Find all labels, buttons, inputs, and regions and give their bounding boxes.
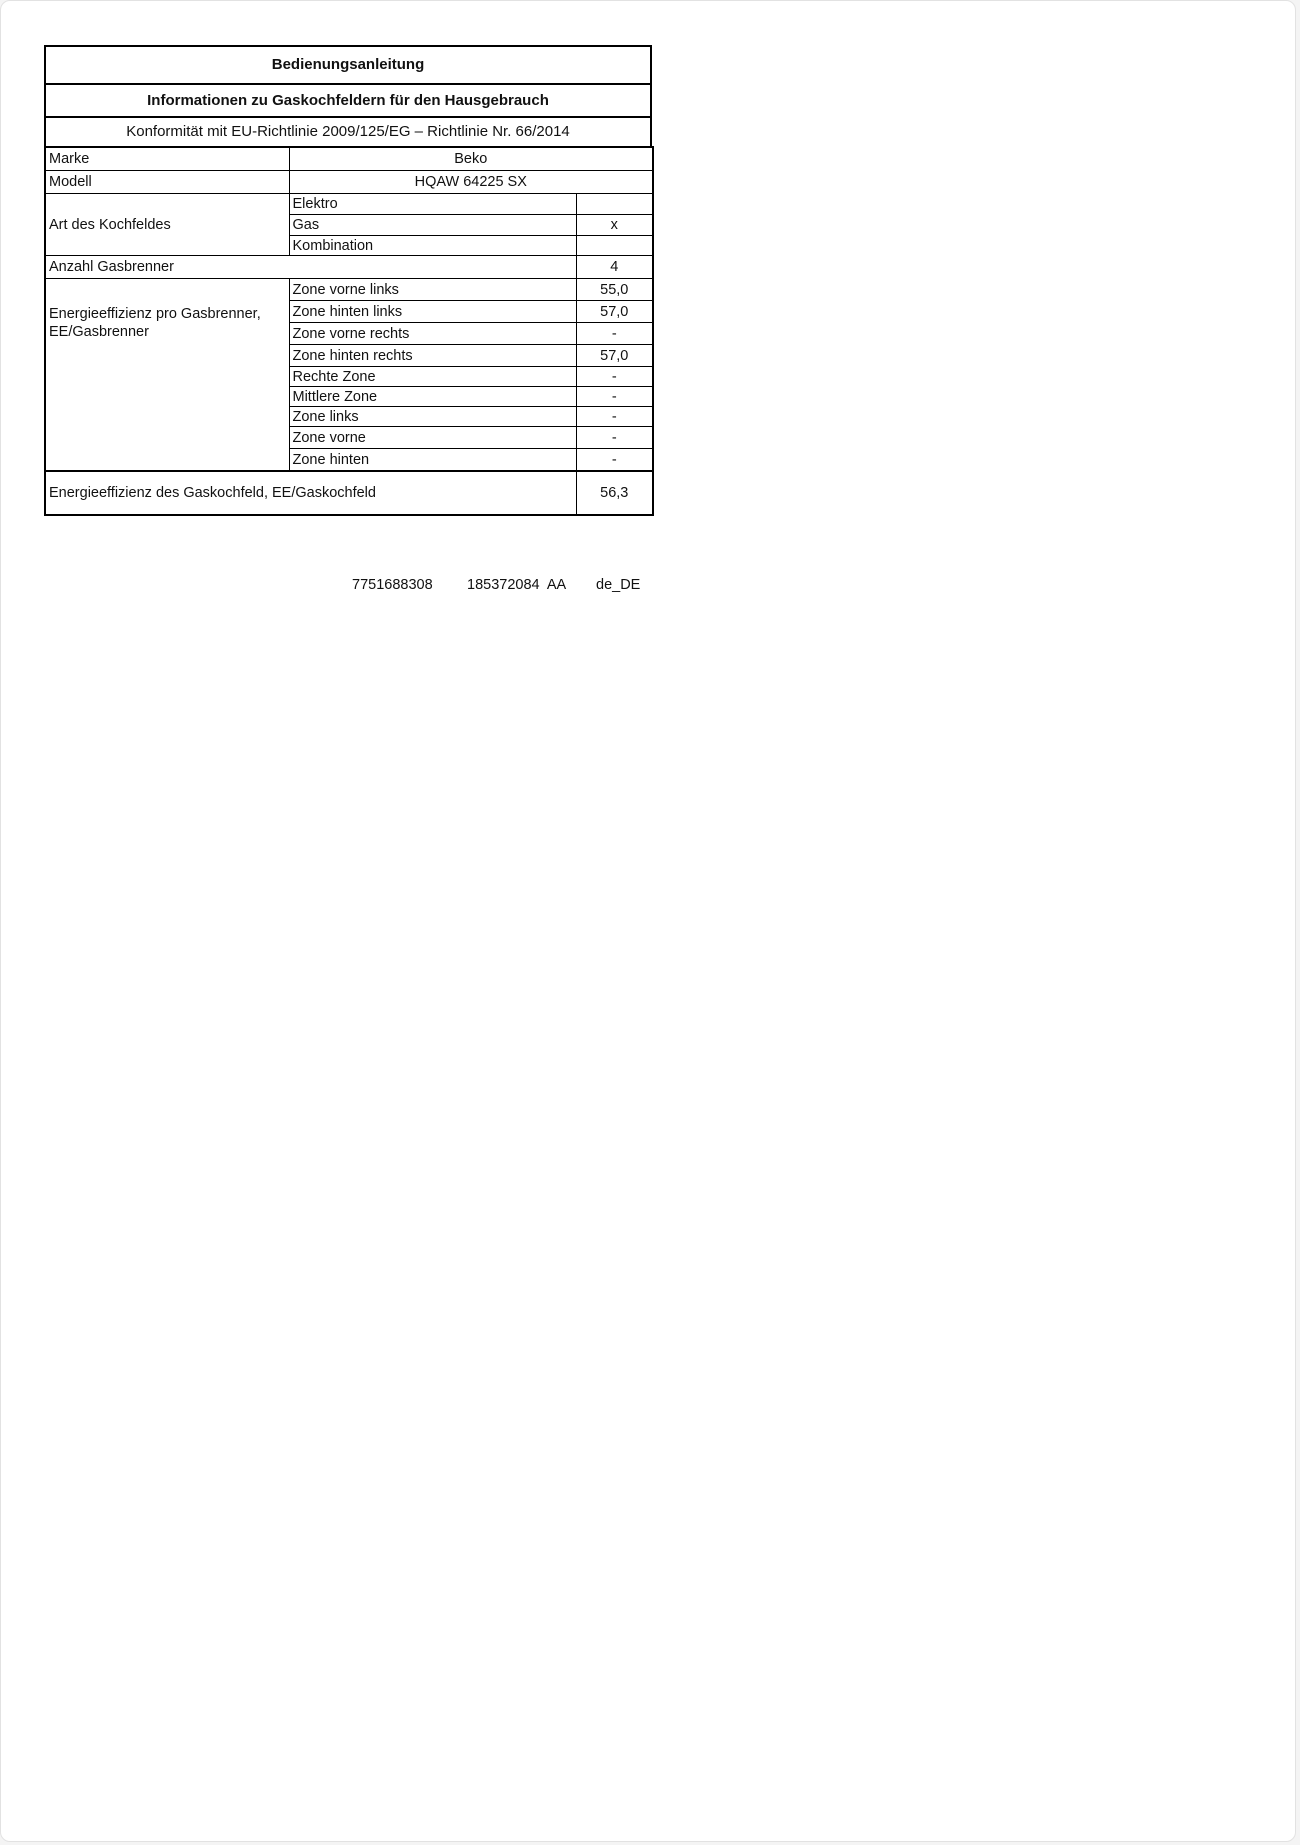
footer-locale: de_DE — [596, 577, 641, 593]
table-row-brand — [45, 147, 653, 171]
total-efficiency-value: 56,3 — [576, 471, 653, 515]
hob-type-option-mark — [576, 194, 653, 215]
zone-value: 57,0 — [576, 345, 653, 367]
zone-name: Zone vorne rechts — [289, 323, 576, 345]
zone-value: - — [576, 323, 653, 345]
zone-name: Zone hinten rechts — [289, 345, 576, 367]
zone-name: Zone vorne links — [289, 279, 576, 301]
total-efficiency-label: Energieeffizienz des Gaskochfeld, EE/Gaskochfeld — [45, 471, 576, 515]
table-row-total-efficiency — [45, 471, 653, 515]
table-row-model — [45, 171, 653, 194]
hob-type-option-mark — [576, 236, 653, 256]
zone-value: - — [576, 449, 653, 472]
burner-count-label: Anzahl Gasbrenner — [45, 256, 576, 279]
brand-label: Marke — [45, 147, 289, 171]
hob-type-option-mark: x — [576, 215, 653, 236]
zone-value: 57,0 — [576, 301, 653, 323]
zone-name: Zone vorne — [289, 427, 576, 449]
zone-name: Rechte Zone — [289, 367, 576, 387]
efficiency-per-burner-label-text: Energieeffizienz pro Gasbrenner, EE/Gasbrenner — [49, 305, 261, 340]
product-info-sheet — [44, 45, 652, 593]
footer-code-2: 185372084 AA — [467, 577, 567, 593]
zone-name: Zone hinten links — [289, 301, 576, 323]
conformity-note: Konformität mit EU-Richtlinie 2009/125/EG – Richtlinie Nr. 66/2014 — [44, 116, 652, 146]
model-label: Modell — [45, 171, 289, 194]
zone-value: 55,0 — [576, 279, 653, 301]
hob-type-option-name: Elektro — [289, 194, 576, 215]
table-row-hob-type — [45, 194, 653, 215]
table-row-burner-count — [45, 256, 653, 279]
zone-value: - — [576, 387, 653, 407]
zone-value: - — [576, 407, 653, 427]
document-subtitle: Informationen zu Gaskochfeldern für den Hausgebrauch — [44, 83, 652, 116]
footer-code-1: 7751688308 — [352, 577, 433, 593]
hob-type-option-name: Kombination — [289, 236, 576, 256]
efficiency-per-burner-label — [45, 279, 289, 472]
burner-count-value: 4 — [576, 256, 653, 279]
zone-value: - — [576, 367, 653, 387]
model-value: HQAW 64225 SX — [289, 171, 653, 194]
zone-name: Mittlere Zone — [289, 387, 576, 407]
hob-type-label: Art des Kochfeldes — [45, 194, 289, 256]
zone-name: Zone links — [289, 407, 576, 427]
spec-table — [44, 146, 654, 516]
zone-value: - — [576, 427, 653, 449]
hob-type-option-name: Gas — [289, 215, 576, 236]
table-row-zone — [45, 279, 653, 301]
zone-name: Zone hinten — [289, 449, 576, 472]
document-title: Bedienungsanleitung — [44, 45, 652, 83]
brand-value: Beko — [289, 147, 653, 171]
